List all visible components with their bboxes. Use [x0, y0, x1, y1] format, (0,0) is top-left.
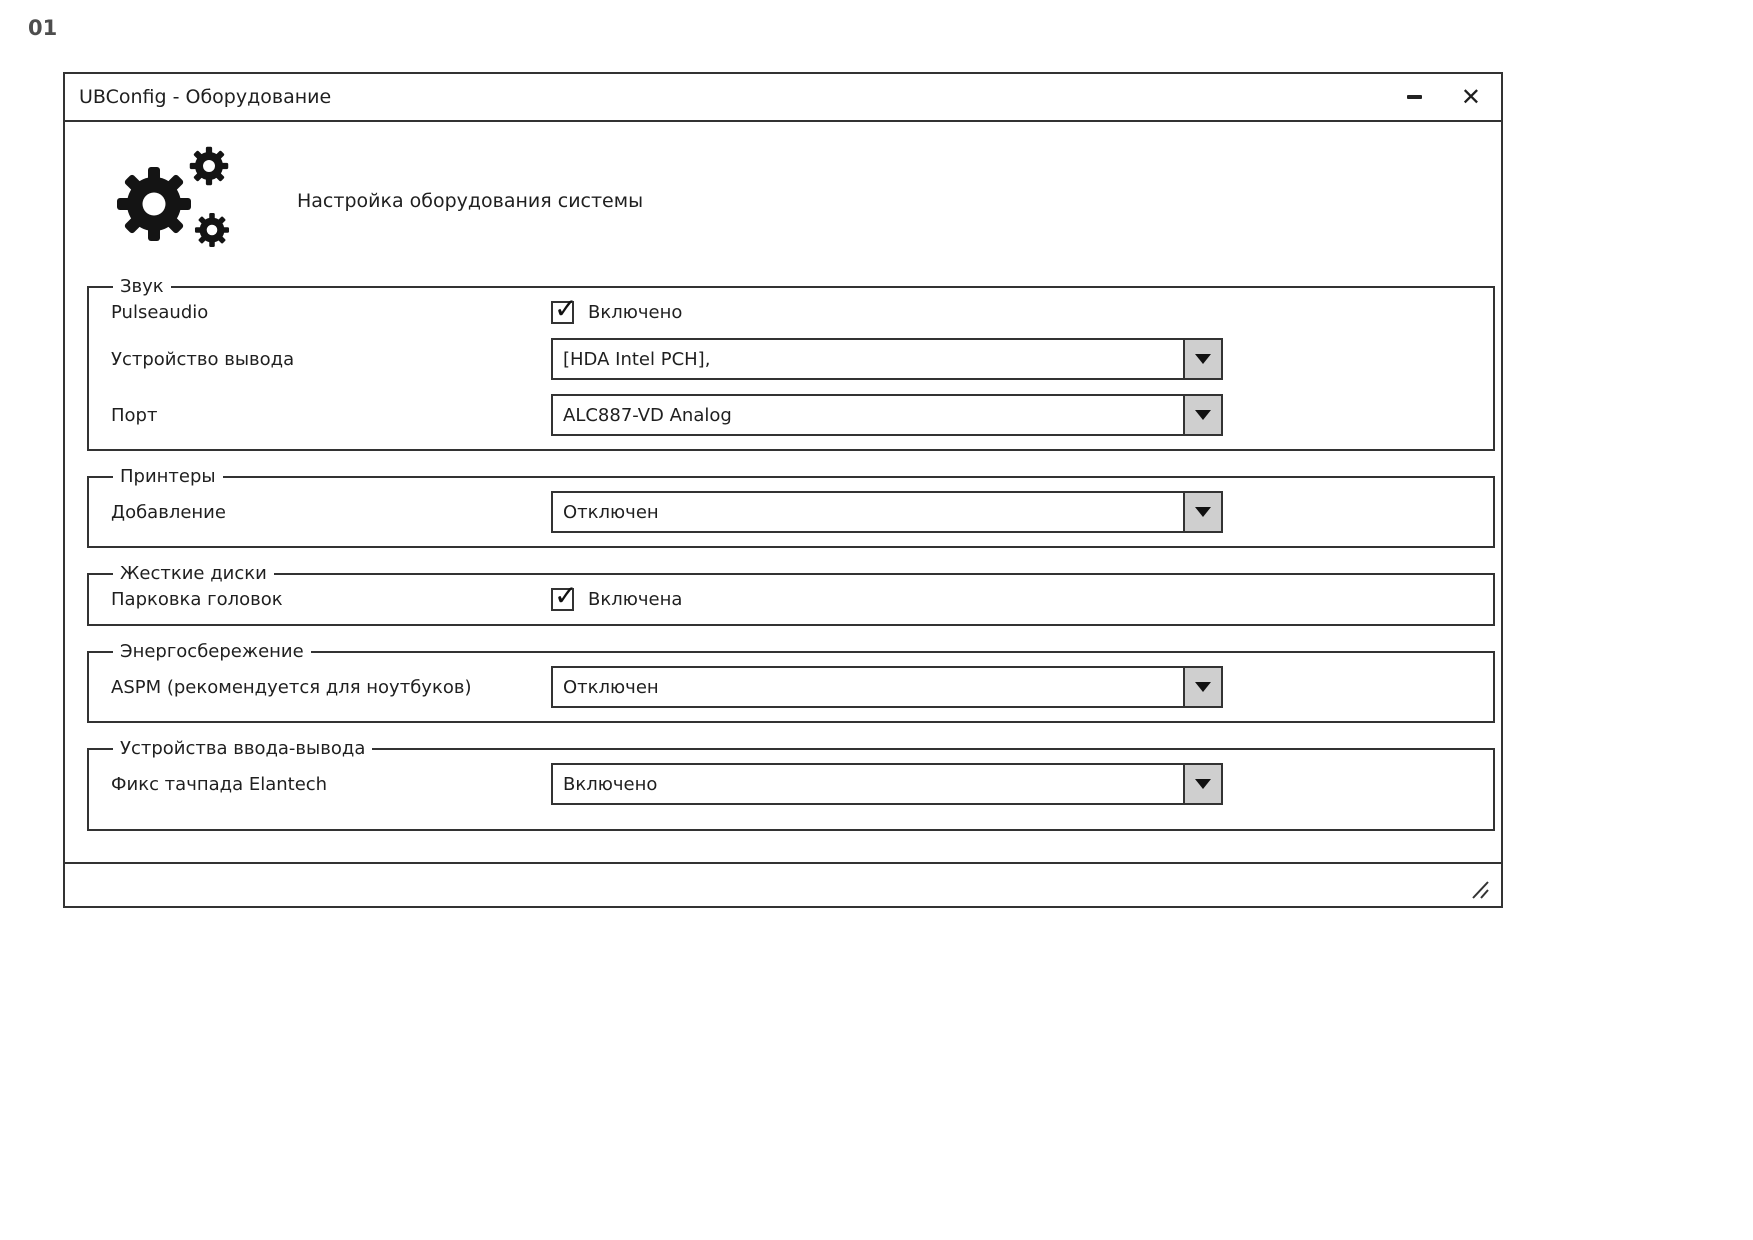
checkbox-box[interactable]	[551, 579, 578, 612]
minimize-icon	[1407, 95, 1422, 99]
window-controls	[1405, 85, 1481, 109]
checkbox-label: Включена	[588, 589, 683, 610]
group-hard-drives-legend: Жесткие диски	[120, 563, 267, 584]
dropdown-value: Включено	[563, 773, 658, 795]
resize-grip-icon[interactable]	[1467, 878, 1491, 900]
header-subtitle: Настройка оборудования системы	[297, 190, 644, 212]
figure-label: 01	[28, 16, 58, 40]
dropdown-elantech-fix[interactable]	[551, 763, 1223, 805]
chevron-down-icon	[1195, 507, 1211, 517]
minimize-button[interactable]	[1405, 87, 1425, 107]
setting-row	[111, 579, 1483, 612]
group-printers	[87, 466, 1495, 548]
dropdown-printer-add[interactable]	[551, 491, 1223, 533]
check-icon: ✓	[554, 292, 578, 325]
dropdown-button[interactable]	[1183, 493, 1221, 531]
checkbox-box[interactable]	[551, 292, 578, 325]
setting-label: Добавление	[111, 501, 226, 523]
group-sound-legend: Звук	[120, 276, 164, 297]
setting-label: Фикс тачпада Elantech	[111, 773, 328, 795]
dropdown-button[interactable]	[1183, 396, 1221, 434]
dropdown-value: Отключен	[563, 501, 659, 523]
group-io-devices-legend: Устройства ввода-вывода	[120, 738, 366, 759]
setting-label: Устройство вывода	[111, 348, 295, 370]
ubconfig-window	[63, 72, 1503, 908]
group-hard-drives	[87, 563, 1495, 626]
checkbox-pulseaudio[interactable]	[551, 292, 683, 325]
group-printers-legend: Принтеры	[120, 466, 216, 487]
checkbox-head-parking[interactable]	[551, 579, 683, 612]
dropdown-button[interactable]	[1183, 765, 1221, 803]
setting-label: Порт	[111, 404, 158, 426]
setting-row	[111, 491, 1483, 533]
setting-row	[111, 292, 1483, 325]
window-titlebar	[65, 74, 1501, 122]
checkbox-label: Включено	[588, 302, 683, 323]
dropdown-button[interactable]	[1183, 340, 1221, 378]
dropdown-value: [HDA Intel PCH],	[563, 348, 711, 370]
chevron-down-icon	[1195, 779, 1211, 789]
window-content	[65, 122, 1501, 906]
setting-row	[111, 338, 1483, 380]
dropdown-port[interactable]	[551, 394, 1223, 436]
group-power-saving	[87, 641, 1495, 723]
setting-row	[111, 666, 1483, 708]
group-io-devices	[87, 738, 1495, 831]
group-power-saving-legend: Энергосбережение	[120, 641, 304, 662]
group-sound	[87, 276, 1495, 451]
dropdown-value: ALC887-VD Analog	[563, 404, 732, 426]
setting-row	[111, 763, 1483, 805]
setting-label: Парковка головок	[111, 589, 283, 610]
chevron-down-icon	[1195, 410, 1211, 420]
close-button[interactable]: ✕	[1460, 83, 1481, 111]
dropdown-value: Отключен	[563, 676, 659, 698]
setting-row	[111, 394, 1483, 436]
chevron-down-icon	[1195, 682, 1211, 692]
dropdown-aspm[interactable]	[551, 666, 1223, 708]
gears-icon	[110, 140, 242, 262]
chevron-down-icon	[1195, 354, 1211, 364]
dropdown-output-device[interactable]	[551, 338, 1223, 380]
window-title: UBConfig - Оборудование	[79, 86, 332, 108]
setting-label: Pulseaudio	[111, 302, 209, 323]
setting-label: ASPM (рекомендуется для ноутбуков)	[111, 676, 472, 698]
dropdown-button[interactable]	[1183, 668, 1221, 706]
check-icon: ✓	[554, 579, 578, 612]
status-bar	[65, 862, 1501, 906]
header-row	[110, 140, 1501, 262]
